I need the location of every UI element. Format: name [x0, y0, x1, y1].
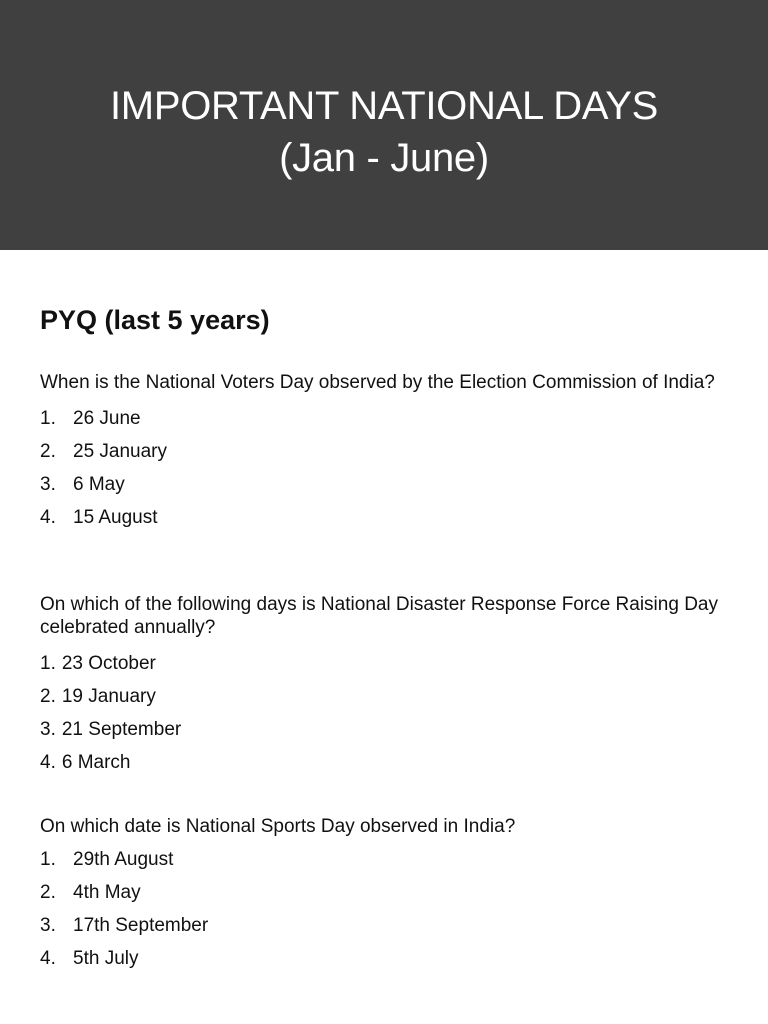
option-number: 4.	[40, 948, 56, 969]
option-text: 29th August	[73, 849, 174, 870]
section-heading: PYQ (last 5 years)	[40, 305, 270, 335]
option-item	[40, 713, 720, 746]
option-number: 2.	[40, 441, 56, 462]
option-item	[40, 468, 720, 501]
option-number: 1.	[40, 653, 56, 674]
option-text: 25 January	[73, 441, 168, 462]
question-block-3	[40, 815, 720, 975]
option-text: 17th September	[73, 915, 209, 936]
option-item	[40, 402, 720, 435]
option-number: 2.	[40, 882, 56, 903]
option-text: 26 June	[73, 408, 141, 429]
option-text: 15 August	[73, 507, 158, 528]
option-item	[40, 680, 720, 713]
option-number: 3.	[40, 719, 56, 740]
option-text: 6 March	[61, 752, 131, 773]
question-text: On which date is National Sports Day observed in India?	[40, 816, 516, 837]
option-text: 23 October	[61, 653, 156, 674]
option-number: 4.	[40, 507, 56, 528]
question-block-2	[40, 593, 720, 779]
option-text: 6 May	[73, 474, 125, 495]
option-number: 1.	[40, 849, 56, 870]
page-title	[0, 80, 768, 184]
option-item	[40, 746, 720, 779]
option-item	[40, 909, 720, 942]
option-item	[40, 843, 720, 876]
option-text: 21 September	[61, 719, 182, 740]
option-item	[40, 435, 720, 468]
content-area	[40, 300, 720, 969]
question-block-1	[40, 371, 720, 534]
options-list	[40, 402, 720, 534]
options-list	[40, 647, 720, 779]
option-item	[40, 501, 720, 534]
option-item	[40, 876, 720, 909]
title-banner	[0, 0, 768, 250]
option-text: 4th May	[73, 882, 141, 903]
option-item	[40, 647, 720, 680]
question-text: When is the National Voters Day observed by the Election Commission of India?	[40, 372, 715, 393]
page-title-line-1: IMPORTANT NATIONAL DAYS	[109, 84, 658, 128]
option-text: 5th July	[73, 948, 139, 969]
option-number: 3.	[40, 474, 56, 495]
option-number: 3.	[40, 915, 56, 936]
question-text: On which of the following days is National Disaster Response Force Raising Day celebrated annually?	[40, 594, 718, 638]
option-number: 2.	[40, 686, 56, 707]
option-number: 1.	[40, 408, 56, 429]
option-item	[40, 942, 720, 975]
option-text: 19 January	[61, 686, 156, 707]
option-number: 4.	[40, 752, 56, 773]
options-list	[40, 843, 720, 975]
page-title-line-2: (Jan - June)	[279, 136, 489, 180]
